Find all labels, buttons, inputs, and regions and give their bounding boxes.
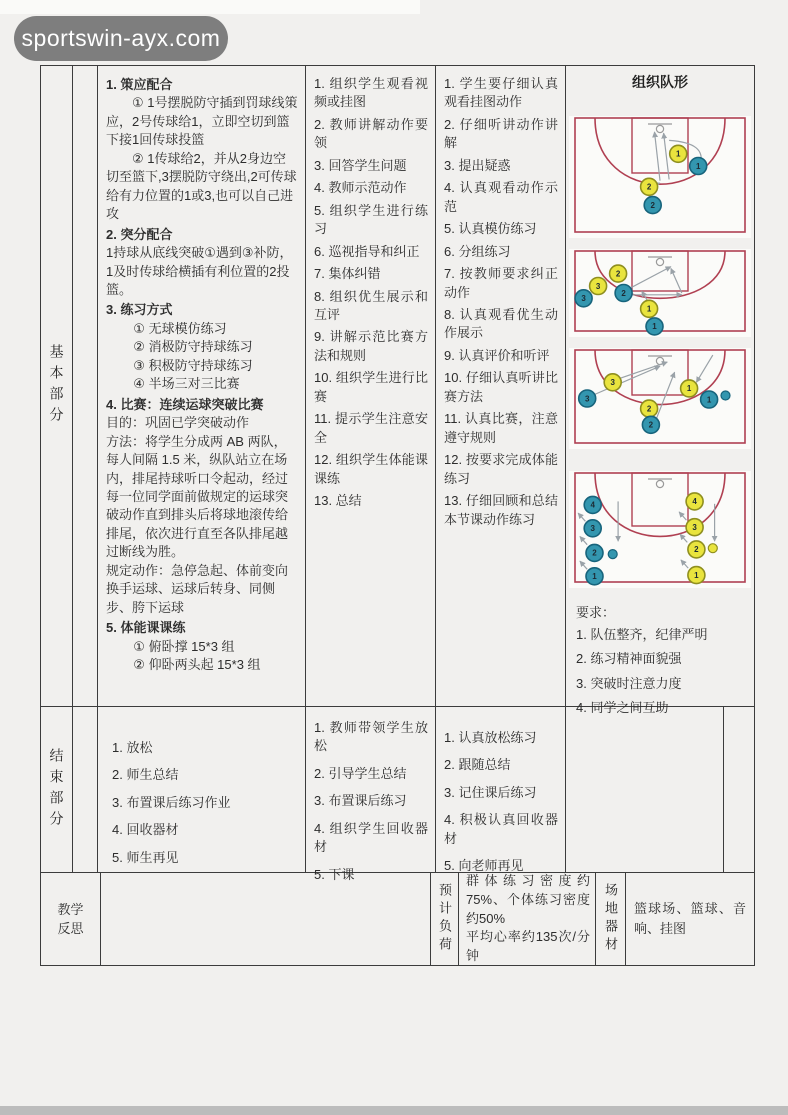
list-item: 6. 分组练习 [444,243,511,259]
svg-text:1: 1 [695,161,701,171]
list-item: 3. 记住课后练习 [444,784,537,800]
row-end-part [41,707,754,882]
row-basic-part [41,66,754,716]
photo-edge-strip [0,1106,788,1115]
list-item: 3. 布置课后练习 [314,793,407,809]
list-item: 11. 认真比赛，注意遵守规则 [444,411,558,445]
organization-column [566,66,754,716]
court-diagram-drive-pass [569,249,751,342]
teaching-reflection-label: 教学反思 [57,901,84,936]
svg-text:3: 3 [590,524,595,534]
svg-text:1: 1 [592,572,597,582]
list-item: 4. 教师示范动作 [314,180,407,196]
content-text: ① 1号摆脱防守插到罚球线策应，2号传球给1，立即空切到篮下接1回传球投篮 [106,95,298,148]
list-item: 3. 回答学生问题 [314,157,407,173]
reflection-empty-area [101,873,431,965]
expected-load-text-cell [459,873,596,965]
list-item: 1. 组织学生观看视频或挂图 [314,76,428,110]
list-item: 5. 向老师再见 [444,858,524,874]
organization-title: 组织队形 [632,74,688,90]
list-item: 2. 引导学生总结 [314,765,407,781]
list-item: 6. 巡视指导和纠正 [314,243,420,259]
svg-text:2: 2 [650,200,655,210]
list-item: 3. 布置课后练习作业 [112,794,231,810]
list-item: 10. 仔细认真听讲比赛方法 [444,370,558,404]
list-item: 8. 认真观看优生动作展示 [444,306,558,341]
court-diagram-practice [569,348,751,454]
list-item: 1. 学生要仔细认真观看挂图动作 [444,76,558,110]
svg-text:2: 2 [648,420,654,430]
list-item: 11. 提示学生注意安全 [314,411,428,445]
end-empty-cell [566,707,724,872]
svg-text:1: 1 [694,570,699,580]
list-item: 1. 队伍整齐，纪律严明 [576,626,708,642]
row-footer [41,873,754,965]
spacer-cell [73,66,98,706]
basic-teacher-activities-column [306,66,436,706]
list-item: 7. 按教师要求纠正动作 [444,266,558,300]
list-item: 5. 认真模仿练习 [444,221,537,237]
list-item: 12. 组织学生体能课课练 [314,452,428,486]
content-text: 规定动作：急停急起、体前变向换手运球、运球后转身、同侧步、胯下运球 [106,562,289,615]
equipment-label-cell [596,873,626,965]
content-text: 目的：巩固已学突破动作 [106,415,250,431]
equipment-text: 篮球场、篮球、音响、挂图 [634,900,746,936]
content-text: ③ 积极防守持球练习 [133,357,253,373]
end-student-activities-column [436,707,566,872]
list-item: 8. 组织优生展示和互评 [314,288,428,322]
list-item: 4. 认真观看动作示范 [444,180,558,214]
content-text: 方法：将学生分成两 AB 两队，每人间隔 1.5 米，纵队站立在场内，排尾持球听口令起动，经过每一位同学面前做规定的运球突破动作直到排头后将球地滚传给排尾，依次进行直至各队排尾越过断线为胜。 [106,433,289,560]
svg-text:3: 3 [584,394,590,404]
svg-text:2: 2 [694,545,699,555]
lesson-plan-table [40,65,755,966]
expected-load-label: 预计负荷 [437,883,452,955]
content-text: ① 无球模仿练习 [133,320,227,336]
load-density-text: 群体练习密度约75%、个体练习密度约50% [466,872,590,926]
svg-text:2: 2 [592,548,597,558]
spacer-cell [73,707,98,872]
requirements-list [576,625,748,719]
svg-text:2: 2 [621,288,626,298]
list-item: 1. 教师带领学生放松 [314,720,428,754]
equipment-label: 场地器材 [603,883,618,955]
load-heart-rate-text: 平均心率约135次/分钟 [466,929,590,964]
content-heading: 4. 比赛：连续运球突破比赛 [106,396,264,412]
content-text: ① 俯卧撑 15*3 组 [133,638,235,654]
equipment-text-cell [626,873,754,965]
basic-part-label-cell [41,66,73,706]
list-item: 4. 组织学生回收器材 [314,820,428,855]
content-heading: 1. 策应配合 [106,77,173,92]
list-item: 2. 教师讲解动作要领 [314,116,428,151]
list-item: 2. 练习精神面貌强 [576,651,682,667]
teaching-reflection-cell [41,873,101,965]
court-diagram-relay-race [569,471,751,593]
svg-text:3: 3 [610,378,615,388]
svg-text:4: 4 [692,497,697,507]
svg-text:2: 2 [646,182,652,192]
list-item: 4. 同学之间互助 [576,700,669,716]
list-item: 1. 放松 [112,740,153,755]
list-item: 5. 组织学生进行练习 [314,202,428,237]
end-content-column [98,707,306,872]
list-item: 3. 突破时注意力度 [576,675,682,691]
content-text: ② 仰卧两头起 15*3 组 [133,657,261,673]
content-text: ② 消极防守持球练习 [133,339,253,355]
svg-text:4: 4 [590,500,595,510]
list-item: 9. 认真评价和听评 [444,347,550,363]
requirements-block [566,593,754,719]
requirements-title: 要求： [576,605,616,620]
basic-student-activities-column [436,66,566,706]
photo-edge-strip [0,0,420,14]
content-heading: 5. 体能课课练 [106,620,186,636]
content-text: 1持球从底线突破①遇到③补防，1及时传球给横插有利位置的2投篮。 [106,245,293,297]
list-item: 7. 集体纠错 [314,266,381,282]
list-item: 3. 提出疑惑 [444,157,511,173]
list-item: 9. 讲解示范比赛方法和规则 [314,329,428,363]
content-heading: 3. 练习方式 [106,302,173,318]
svg-text:2: 2 [615,269,621,279]
svg-text:3: 3 [692,523,697,532]
court-diagram-screen-play [569,116,751,243]
list-item: 13. 总结 [314,493,362,509]
basic-content-column [98,66,306,706]
basic-part-label: 基本部分 [48,344,65,428]
list-item: 5. 下课 [314,866,355,882]
svg-text:1: 1 [675,149,681,159]
content-heading: 2. 突分配合 [106,226,173,242]
list-item: 10. 组织学生进行比赛 [314,370,428,404]
svg-text:1: 1 [686,384,692,394]
svg-text:1: 1 [646,304,652,314]
watermark-text: sportswin-ayx.com [21,25,221,51]
watermark-badge [14,16,228,61]
list-item: 12. 按要求完成体能练习 [444,452,558,486]
svg-text:1: 1 [652,322,657,332]
list-item: 5. 师生再见 [112,849,179,865]
expected-load-label-cell [431,873,459,965]
content-text: ② 1传球给2，并从2身边空切至篮下,3摆脱防守绕出,2可传球给有力位置的1或3,也可以自己进攻 [106,150,297,222]
svg-text:3: 3 [595,281,601,291]
content-text: ④ 半场三对三比赛 [133,376,240,392]
end-part-label: 结束部分 [48,747,65,832]
svg-text:2: 2 [646,404,652,414]
end-part-label-cell [41,707,73,872]
list-item: 4. 回收器材 [112,822,179,838]
end-teacher-activities-column [306,707,436,882]
end-narrow-cell [724,707,754,872]
list-item: 4. 积极认真回收器材 [444,812,558,846]
svg-text:1: 1 [706,395,712,405]
list-item: 2. 师生总结 [112,767,179,783]
list-item: 13. 仔细回顾和总结本节课动作练习 [444,493,558,527]
svg-text:3: 3 [581,294,586,304]
list-item: 2. 跟随总结 [444,757,511,773]
list-item: 1. 认真放松练习 [444,730,537,745]
list-item: 2. 仔细听讲动作讲解 [444,116,558,151]
